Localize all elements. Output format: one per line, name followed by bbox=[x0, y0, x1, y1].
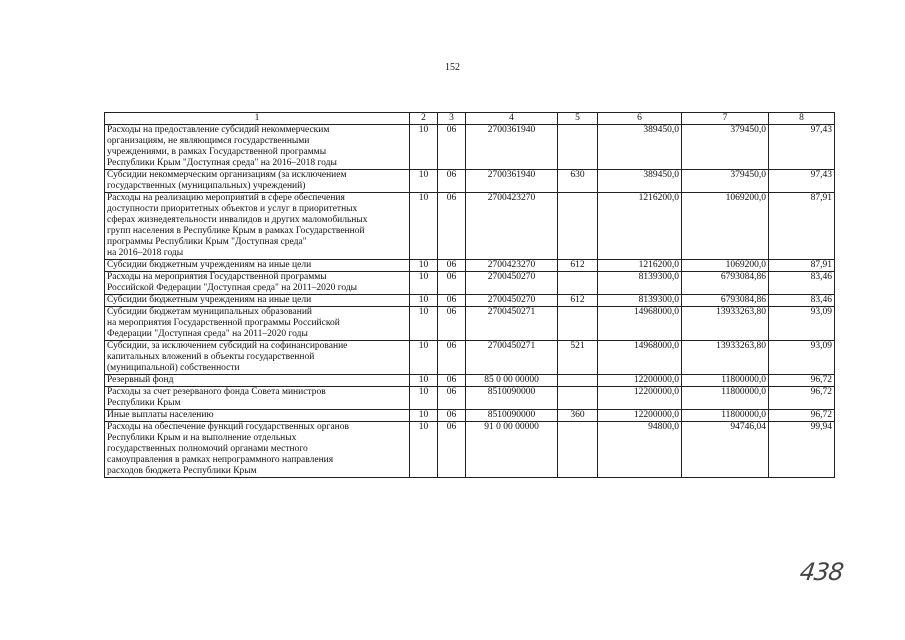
table-row bbox=[105, 295, 835, 307]
budget-table bbox=[104, 112, 835, 478]
table-row bbox=[105, 307, 835, 341]
section-code: 10 bbox=[410, 272, 438, 295]
row-description: Расходы на мероприятия Государственной программы Российской Федерации "Доступная среда" на 2011–2020 годы bbox=[105, 272, 410, 295]
column-header: 7 bbox=[682, 113, 769, 125]
section-code: 10 bbox=[410, 170, 438, 193]
subsection-code: 06 bbox=[438, 422, 466, 478]
table-row bbox=[105, 410, 835, 422]
expense-type-code: 630 bbox=[558, 170, 598, 193]
execution-percent: 83,46 bbox=[769, 272, 835, 295]
subsection-code: 06 bbox=[438, 125, 466, 170]
expense-type-code bbox=[558, 387, 598, 410]
execution-percent: 99,94 bbox=[769, 422, 835, 478]
executed-amount: 6793084,86 bbox=[682, 272, 769, 295]
row-description: Субсидии бюджетным учреждениям на иные цели bbox=[105, 260, 410, 272]
section-code: 10 bbox=[410, 422, 438, 478]
target-article-code: 2700361940 bbox=[466, 170, 558, 193]
target-article-code: 91 0 00 00000 bbox=[466, 422, 558, 478]
planned-amount: 12200000,0 bbox=[598, 375, 682, 387]
executed-amount: 13933263,80 bbox=[682, 341, 769, 375]
table-row bbox=[105, 341, 835, 375]
planned-amount: 1216200,0 bbox=[598, 193, 682, 260]
table-row bbox=[105, 375, 835, 387]
table-row bbox=[105, 170, 835, 193]
planned-amount: 389450,0 bbox=[598, 170, 682, 193]
planned-amount: 8139300,0 bbox=[598, 272, 682, 295]
expense-type-code bbox=[558, 272, 598, 295]
planned-amount: 8139300,0 bbox=[598, 295, 682, 307]
execution-percent: 97,43 bbox=[769, 125, 835, 170]
column-header: 5 bbox=[558, 113, 598, 125]
row-description: Субсидии бюджетам муниципальных образований на мероприятия Государственной программы Российской Федерации "Доступная среда" на 2011–2020 годы bbox=[105, 307, 410, 341]
target-article-code: 2700361940 bbox=[466, 125, 558, 170]
executed-amount: 11800000,0 bbox=[682, 410, 769, 422]
table-header-row bbox=[105, 113, 835, 125]
column-header: 8 bbox=[769, 113, 835, 125]
section-code: 10 bbox=[410, 387, 438, 410]
execution-percent: 96,72 bbox=[769, 410, 835, 422]
executed-amount: 379450,0 bbox=[682, 125, 769, 170]
subsection-code: 06 bbox=[438, 410, 466, 422]
target-article-code: 2700423270 bbox=[466, 260, 558, 272]
row-description: Иные выплаты населению bbox=[105, 410, 410, 422]
expense-type-code bbox=[558, 307, 598, 341]
executed-amount: 11800000,0 bbox=[682, 375, 769, 387]
target-article-code: 8510090000 bbox=[466, 410, 558, 422]
expense-type-code: 521 bbox=[558, 341, 598, 375]
executed-amount: 94746,04 bbox=[682, 422, 769, 478]
row-description: Субсидии, за исключением субсидий на софинансирование капитальных вложений в объекты государственной (муниципальной) собственности bbox=[105, 341, 410, 375]
handwritten-page-number: 438 bbox=[798, 558, 845, 586]
table-row bbox=[105, 193, 835, 260]
section-code: 10 bbox=[410, 341, 438, 375]
executed-amount: 6793084,86 bbox=[682, 295, 769, 307]
target-article-code: 2700450271 bbox=[466, 341, 558, 375]
target-article-code: 2700450270 bbox=[466, 272, 558, 295]
table-row bbox=[105, 260, 835, 272]
target-article-code: 8510090000 bbox=[466, 387, 558, 410]
expense-type-code: 360 bbox=[558, 410, 598, 422]
planned-amount: 389450,0 bbox=[598, 125, 682, 170]
subsection-code: 06 bbox=[438, 295, 466, 307]
expense-type-code: 612 bbox=[558, 295, 598, 307]
execution-percent: 97,43 bbox=[769, 170, 835, 193]
executed-amount: 13933263,80 bbox=[682, 307, 769, 341]
subsection-code: 06 bbox=[438, 307, 466, 341]
executed-amount: 379450,0 bbox=[682, 170, 769, 193]
table-row bbox=[105, 422, 835, 478]
execution-percent: 96,72 bbox=[769, 387, 835, 410]
executed-amount: 1069200,0 bbox=[682, 260, 769, 272]
execution-percent: 83,46 bbox=[769, 295, 835, 307]
executed-amount: 11800000,0 bbox=[682, 387, 769, 410]
subsection-code: 06 bbox=[438, 272, 466, 295]
subsection-code: 06 bbox=[438, 260, 466, 272]
planned-amount: 12200000,0 bbox=[598, 387, 682, 410]
column-header: 6 bbox=[598, 113, 682, 125]
table-row bbox=[105, 387, 835, 410]
section-code: 10 bbox=[410, 193, 438, 260]
subsection-code: 06 bbox=[438, 193, 466, 260]
target-article-code: 85 0 00 00000 bbox=[466, 375, 558, 387]
target-article-code: 2700450271 bbox=[466, 307, 558, 341]
column-header: 4 bbox=[466, 113, 558, 125]
row-description: Субсидии некоммерческим организациям (за исключением государственных (муниципальных) учреждений) bbox=[105, 170, 410, 193]
subsection-code: 06 bbox=[438, 170, 466, 193]
row-description: Субсидии бюджетным учреждениям на иные цели bbox=[105, 295, 410, 307]
row-description: Расходы на реализацию мероприятий в сфере обеспечения доступности приоритетных объектов и услуг в приоритетных сферах жизнедеятельности инвалидов и других маломобильных групп населения в Республике Крым в рамках Государственной программы Республики Крым "Доступная среда" на 2016–2018 годы bbox=[105, 193, 410, 260]
execution-percent: 93,09 bbox=[769, 307, 835, 341]
execution-percent: 87,91 bbox=[769, 260, 835, 272]
subsection-code: 06 bbox=[438, 387, 466, 410]
planned-amount: 94800,0 bbox=[598, 422, 682, 478]
execution-percent: 96,72 bbox=[769, 375, 835, 387]
table-row bbox=[105, 125, 835, 170]
section-code: 10 bbox=[410, 375, 438, 387]
expense-type-code bbox=[558, 125, 598, 170]
section-code: 10 bbox=[410, 410, 438, 422]
column-header: 3 bbox=[438, 113, 466, 125]
table-row bbox=[105, 272, 835, 295]
planned-amount: 14968000,0 bbox=[598, 341, 682, 375]
planned-amount: 1216200,0 bbox=[598, 260, 682, 272]
planned-amount: 12200000,0 bbox=[598, 410, 682, 422]
expense-type-code bbox=[558, 193, 598, 260]
column-header: 1 bbox=[105, 113, 410, 125]
target-article-code: 2700450270 bbox=[466, 295, 558, 307]
subsection-code: 06 bbox=[438, 341, 466, 375]
section-code: 10 bbox=[410, 125, 438, 170]
planned-amount: 14968000,0 bbox=[598, 307, 682, 341]
expense-type-code: 612 bbox=[558, 260, 598, 272]
page-number: 152 bbox=[445, 62, 460, 73]
target-article-code: 2700423270 bbox=[466, 193, 558, 260]
section-code: 10 bbox=[410, 295, 438, 307]
subsection-code: 06 bbox=[438, 375, 466, 387]
row-description: Расходы на обеспечение функций государственных органов Республики Крым и на выполнение отдельных государственных полномочий органами местного самоуправления в рамках непрограммного направления расходов бюджета Республики Крым bbox=[105, 422, 410, 478]
row-description: Расходы на предоставление субсидий некоммерческим организациям, не являющимся государственными учреждениями, в рамках Государственной программы Республики Крым "Доступная среда" на 2016–2018 годы bbox=[105, 125, 410, 170]
column-header: 2 bbox=[410, 113, 438, 125]
expense-type-code bbox=[558, 422, 598, 478]
row-description: Расходы за счет резерваного фонда Совета министров Республики Крым bbox=[105, 387, 410, 410]
section-code: 10 bbox=[410, 307, 438, 341]
execution-percent: 93,09 bbox=[769, 341, 835, 375]
expense-type-code bbox=[558, 375, 598, 387]
row-description: Резервный фонд bbox=[105, 375, 410, 387]
execution-percent: 87,91 bbox=[769, 193, 835, 260]
executed-amount: 1069200,0 bbox=[682, 193, 769, 260]
section-code: 10 bbox=[410, 260, 438, 272]
